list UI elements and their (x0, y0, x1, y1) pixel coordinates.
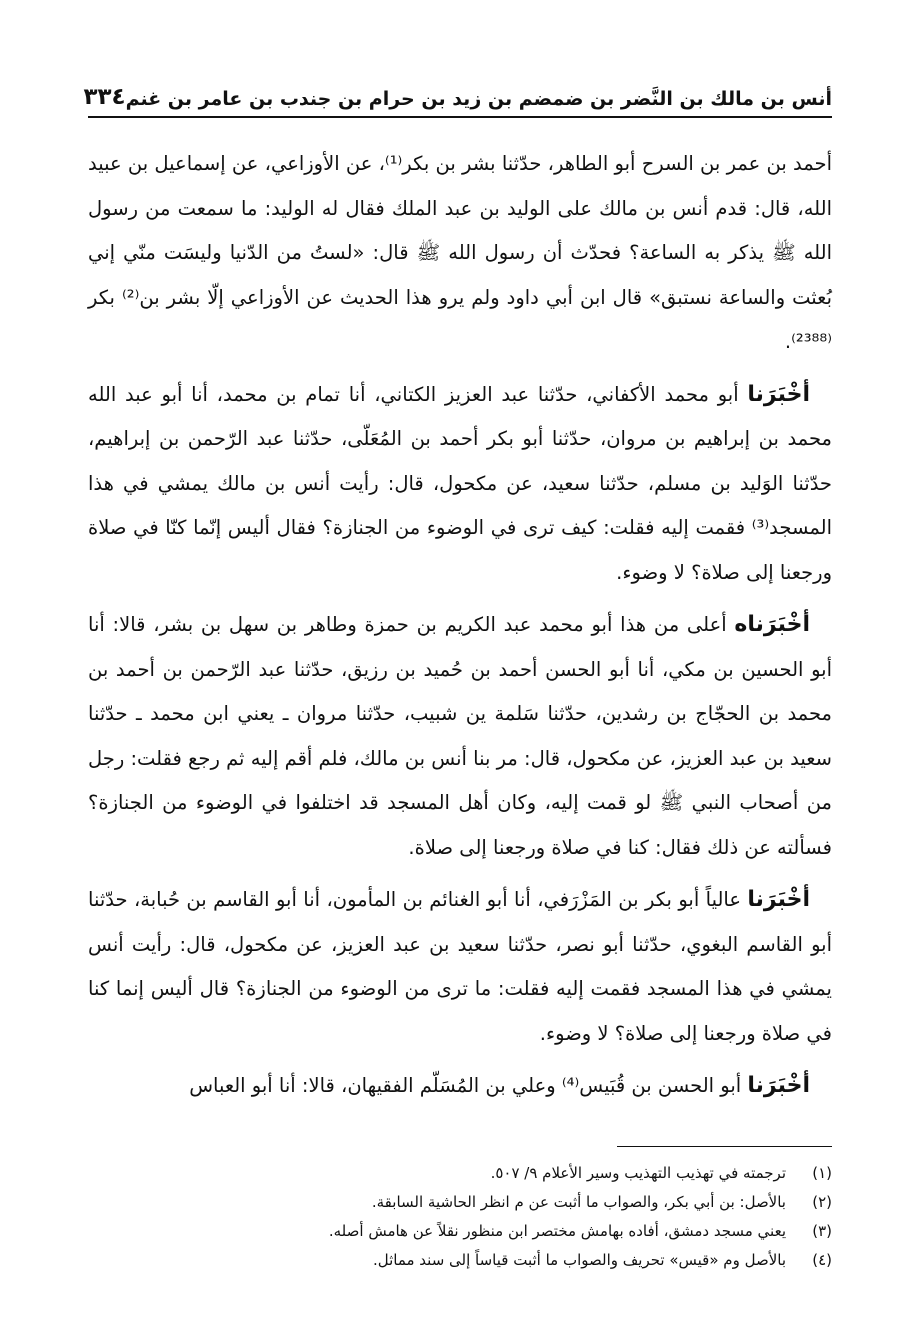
paragraph (88, 142, 832, 365)
footnote-text: يعني مسجد دمشق، أفاده بهامش مختصر ابن منظور نقلاً عن هامش أصله. (328, 1222, 786, 1240)
page-number: ٣٣٤ (83, 84, 126, 110)
main-text (88, 142, 832, 1117)
paragraph-text: أعلى من هذا أبو محمد عبد الكريم بن حمزة وطاهر بن سهل بن بشر، قالا: أنا أبو الحسين بن مكي، أنا أبو الحسن أحمد بن حُميد بن رزيق، حدّثنا عبد الرّحمن بن أحمد بن محمد بن الحجّاج بن رشدين، حدّثنا سَلمة ين شبيب، حدّثنا مروان ـ يعني ابن محمد ـ حدّثنا سعيد بن عبد العزيز، عن مكحول، قال: مر بنا أنس بن مالك، فلم أقم إليه ثم رجع فقلت: رجل من أصحاب النبي ﷺ لو قمت إليه، وكان أهل المسجد قد اختلفوا في الوضوء من الجنازة؟ فسألته عن ذلك فقال: كنا في صلاة ورجعنا إلى صلاة. (88, 613, 832, 859)
running-header (83, 78, 832, 118)
paragraph-lead-word: أخْبَرَناه (734, 612, 810, 637)
footnote (88, 1246, 832, 1275)
paragraph-lead-word: أخْبَرَنا (747, 887, 810, 912)
footnote-number: (١) (812, 1164, 832, 1182)
paragraph (88, 373, 832, 596)
running-title: أنس بن مالك بن النَّضر بن ضمضم بن زيد بن حرام بن جندب بن عامر بن غنم (125, 88, 832, 110)
footnote (88, 1217, 832, 1246)
paragraph (88, 603, 832, 870)
paragraph-text: عالياً أبو بكر بن المَزْرَفي، أنا أبو الغنائم بن المأمون، أنا أبو القاسم بن حُبابة، حدّثنا أبو القاسم البغوي، حدّثنا أبو نصر، حدّثنا سعيد بن عبد العزيز، عن مكحول، قال: رأيت أنس يمشي في هذا المسجد فقمت إليه فقلت: ما ترى من الوضوء من الجنازة؟ قال أليس إنما كنا في صلاة ورجعنا إلى صلاة؟ لا وضوء. (88, 888, 832, 1045)
footnote-number: (٣) (812, 1222, 832, 1240)
footnote-number: (٤) (812, 1251, 832, 1269)
footnote-divider (617, 1146, 832, 1147)
footnote-text: بالأصل: بن أبي بكر، والصواب ما أثبت عن م انظر الحاشية السابقة. (371, 1193, 786, 1211)
footnote-number: (٢) (812, 1193, 832, 1211)
paragraph (88, 1064, 832, 1109)
footnotes (88, 1146, 832, 1275)
footnote (88, 1188, 832, 1217)
paragraph-lead-word: أخْبَرَنا (747, 1073, 810, 1098)
footnote (88, 1159, 832, 1188)
footnote-text: ترجمته في تهذيب التهذيب وسير الأعلام ٩/ ٥٠٧. (490, 1164, 786, 1182)
paragraph-text: أبو الحسن بن قُبَيس⁽⁴⁾ وعلي بن المُسَلّم الفقيهان، قالا: أنا أبو العباس (189, 1074, 748, 1097)
paragraph-text: أبو محمد الأكفاني، حدّثنا عبد العزيز الكتاني، أنا تمام بن محمد، أنا أبو عبد الله محمد بن إبراهيم بن مروان، حدّثنا أبو بكر أحمد بن المُعَلّى، حدّثنا عبد الرّحمن بن إبراهيم، حدّثنا الوَليد بن مسلم، حدّثنا سعيد، عن مكحول، قال: رأيت أنس بن مالك يمشي في هذا المسجد⁽³⁾ فقمت إليه فقلت: كيف ترى في الوضوء من الجنازة؟ فقال أليس إنّما كنّا في صلاة ورجعنا إلى صلاة؟ لا وضوء. (88, 382, 832, 584)
paragraph (88, 878, 832, 1056)
paragraph-lead-word: أخْبَرَنا (747, 381, 810, 407)
paragraph-text: أحمد بن عمر بن السرح أبو الطاهر، حدّثنا بشر بن بكر⁽¹⁾، عن الأوزاعي، عن إسماعيل بن عبيد الله، قال: قدم أنس بن مالك على الوليد بن عبد الملك فقال له الوليد: ما سمعت من رسول الله ﷺ يذكر به الساعة؟ فحدّث أن رسول الله ﷺ قال: «لستُ من الدّنيا وليسَت منّي إني بُعثت والساعة نستبق» قال ابن أبي داود ولم يرو هذا الحديث عن الأوزاعي إلّا بشر بن⁽²⁾ بكر ⁽²³⁸⁸⁾. (88, 152, 832, 353)
footnote-text: بالأصل وم «قيس» تحريف والصواب ما أثبت قياساً إلى سند مماثل. (372, 1251, 786, 1269)
